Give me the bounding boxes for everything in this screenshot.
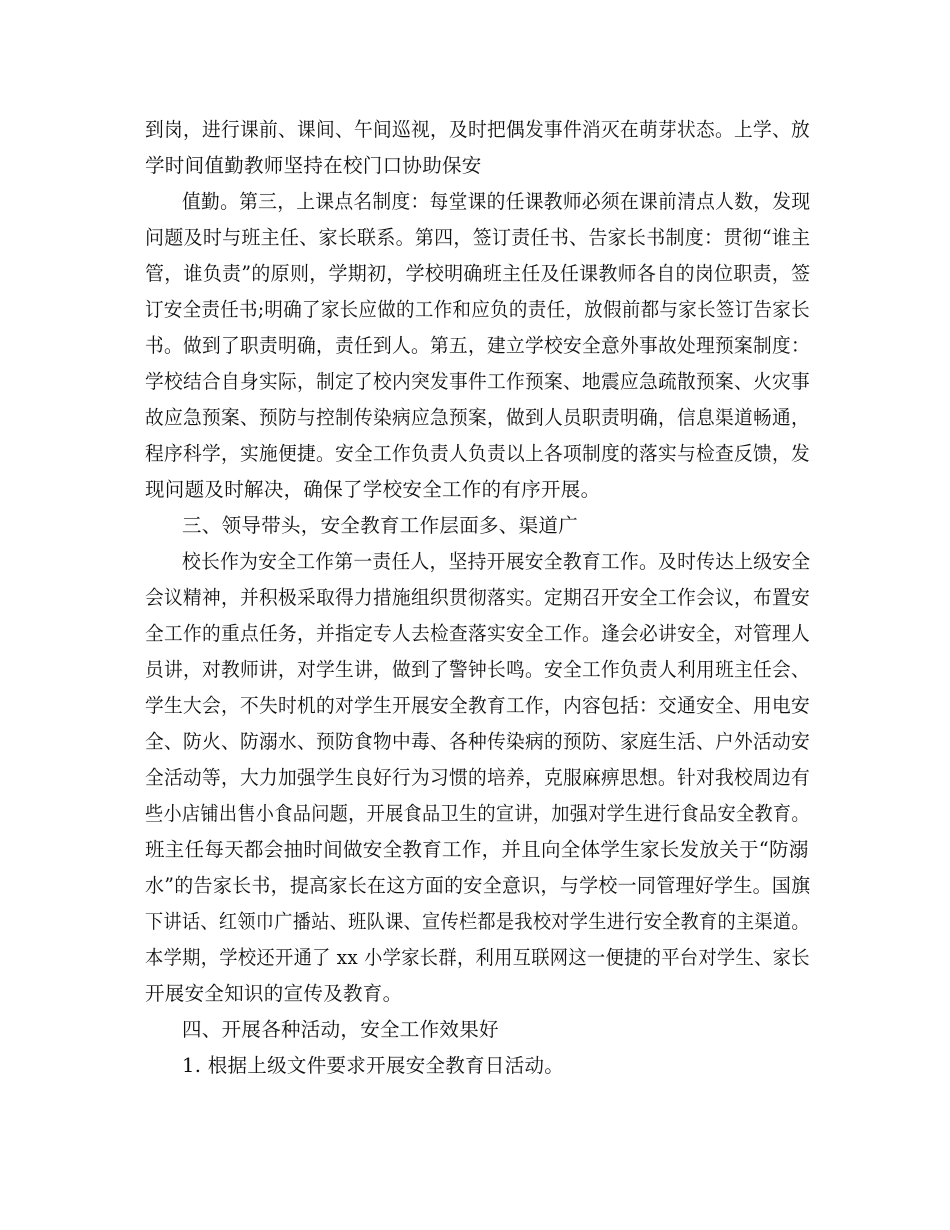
paragraph-line: 问题及时与班主任、家长联系。第四，签订责任书、告家长书制度：贯彻“谁主 xyxy=(145,226,811,249)
paragraph-line: 班主任每天都会抽时间做安全教育工作，并且向全体学生家长发放关于“防溺 xyxy=(145,838,809,861)
paragraph-line: 下讲话、红领巾广播站、班队课、宣传栏都是我校对学生进行安全教育的主渠道。 xyxy=(145,910,810,933)
paragraph-line: 校长作为安全工作第一责任人，坚持开展安全教育工作。及时传达上级安全 xyxy=(182,550,811,573)
list-item: 1. 根据上级文件要求开展安全教育日活动。 xyxy=(182,1054,565,1077)
paragraph-line: 到岗，进行课前、课间、午间巡视，及时把偶发事件消灭在萌芽状态。上学、放 xyxy=(145,118,811,141)
paragraph-line: 开展安全知识的宣传及教育。 xyxy=(145,982,403,1005)
paragraph-line: 学生大会，不失时机的对学生开展安全教育工作，内容包括：交通安全、用电安 xyxy=(145,694,811,717)
paragraph-line: 本学期，学校还开通了 xx 小学家长群，利用互联网这一便捷的平台对学生、家长 xyxy=(145,946,810,969)
paragraph-line: 学校结合自身实际，制定了校内突发事件工作预案、地震应急疏散预案、火灾事 xyxy=(145,370,811,393)
paragraph-line: 水”的告家长书，提高家长在这方面的安全意识，与学校一同管理好学生。国旗 xyxy=(145,874,811,897)
paragraph-line: 订安全责任书;明确了家长应做的工作和应负的责任，放假前都与家长签订告家长 xyxy=(145,298,810,321)
paragraph-line: 会议精神，并积极采取得力措施组织贯彻落实。定期召开安全工作会议，布置安 xyxy=(145,586,811,609)
section-heading: 四、开展各种活动，安全工作效果好 xyxy=(182,1018,499,1041)
paragraph-line: 全工作的重点任务，并指定专人去检查落实安全工作。逢会必讲安全，对管理人 xyxy=(145,622,811,645)
paragraph-line: 学时间值勤教师坚持在校门口协助保安 xyxy=(145,154,482,177)
section-heading: 三、领导带头，安全教育工作层面多、渠道广 xyxy=(182,514,579,537)
paragraph-line: 管，谁负责”的原则，学期初，学校明确班主任及任课教师各自的岗位职责，签 xyxy=(145,262,811,285)
paragraph-line: 现问题及时解决，确保了学校安全工作的有序开展。 xyxy=(145,478,601,501)
paragraph-line: 全活动等，大力加强学生良好行为习惯的培养，克服麻痹思想。针对我校周边有 xyxy=(145,766,811,789)
paragraph-line: 些小店铺出售小食品问题，开展食品卫生的宣讲，加强对学生进行食品安全教育。 xyxy=(145,802,810,825)
paragraph-line: 程序科学，实施便捷。安全工作负责人负责以上各项制度的落实与检查反馈，发 xyxy=(145,442,811,465)
paragraph-line: 书。做到了职责明确，责任到人。第五，建立学校安全意外事故处理预案制度： xyxy=(145,334,811,357)
paragraph-line: 员讲，对教师讲，对学生讲，做到了警钟长鸣。安全工作负责人利用班主任会、 xyxy=(145,658,811,681)
paragraph-line: 故应急预案、预防与控制传染病应急预案，做到人员职责明确，信息渠道畅通， xyxy=(145,406,811,429)
paragraph-line: 值勤。第三，上课点名制度：每堂课的任课教师必须在课前清点人数，发现 xyxy=(182,190,811,213)
paragraph-line: 全、防火、防溺水、预防食物中毒、各种传染病的预防、家庭生活、户外活动安 xyxy=(145,730,811,753)
